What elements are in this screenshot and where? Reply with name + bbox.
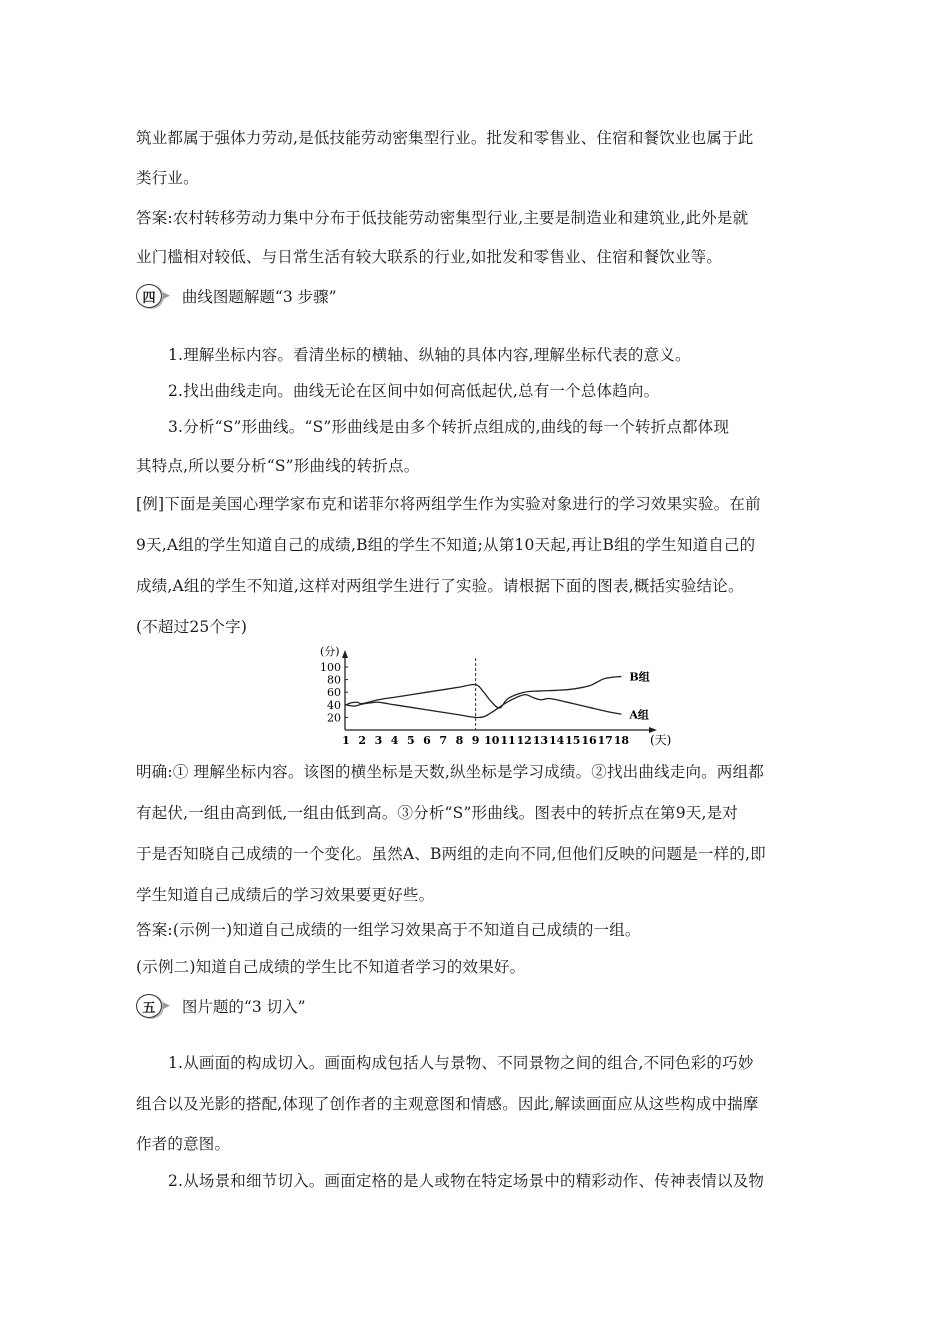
x-tick-label: 16 (581, 734, 597, 747)
step-line: 1.从画面的构成切入。画面构成包括人与景物、不同景物之间的组合,不同色彩的巧妙 (168, 1054, 754, 1072)
explain-line: 于是否知晓自己成绩的一个变化。虽然A、B两组的走向不同,但他们反映的问题是一样的,即 (136, 845, 766, 863)
series-label: A组 (629, 708, 649, 722)
x-tick-label: 10 (484, 734, 500, 747)
step-line: 其特点,所以要分析“S”形曲线的转折点。 (136, 457, 420, 475)
step-line: 组合以及光影的搭配,体现了创作者的主观意图和情感。因此,解读画面应从这些构成中揣摩 (136, 1095, 759, 1113)
x-tick-label: 5 (406, 734, 415, 747)
explain-line: 有起伏,一组由高到低,一组由低到高。③分析“S”形曲线。图表中的转折点在第9天,是对 (136, 804, 739, 822)
x-tick-label: 17 (597, 734, 613, 747)
step-line: 作者的意图。 (136, 1135, 231, 1153)
step-line: 2.从场景和细节切入。画面定格的是人或物在特定场景中的精彩动作、传神表情以及物 (168, 1172, 765, 1190)
x-tick-label: 11 (500, 734, 516, 747)
x-tick-label: 8 (455, 734, 464, 747)
x-tick-label: 2 (358, 734, 367, 747)
y-tick-label: 40 (327, 698, 341, 712)
y-tick-label: 20 (327, 711, 341, 725)
y-tick-label: 100 (320, 661, 341, 674)
x-tick-label: 9 (471, 734, 480, 747)
x-tick-label: 7 (439, 734, 448, 747)
series-label: B组 (629, 670, 650, 684)
x-tick-label: 6 (423, 734, 431, 747)
section-title: 曲线图题解题“3 步骤” (181, 288, 337, 306)
step-line: 2.找出曲线走向。曲线无论在区间中如何高低起伏,总有一个总体趋向。 (168, 382, 660, 400)
step-line: 3.分析“S”形曲线。“S”形曲线是由多个转折点组成的,曲线的每一个转折点都体现 (168, 418, 730, 436)
example-line: [例]下面是美国心理学家布克和诺菲尔将两组学生作为实验对象进行的学习效果实验。在前 (136, 495, 761, 513)
answer-line: 答案:农村转移劳动力集中分布于低技能劳动密集型行业,主要是制造业和建筑业,此外是就 (136, 209, 749, 227)
y-tick-label: 80 (327, 673, 341, 687)
section-number-badge: 四 (136, 284, 162, 308)
section-heading-4 (136, 284, 337, 308)
x-axis-label: (天) (650, 733, 672, 747)
answer-line: 业门槛相对较低、与日常生活有较大联系的行业,如批发和零售业、住宿和餐饮业等。 (136, 248, 723, 266)
y-axis-label: (分) (320, 645, 340, 658)
y-axis-arrow-icon (342, 650, 348, 658)
x-tick-label: 4 (390, 734, 399, 747)
arrow-icon: ▶ (163, 1001, 170, 1011)
x-tick-label: 15 (565, 734, 581, 747)
step-line: 1.理解坐标内容。看清坐标的横轴、纵轴的具体内容,理解坐标代表的意义。 (168, 346, 691, 364)
paragraph-line: 类行业。 (136, 169, 199, 187)
x-tick-label: 3 (374, 734, 383, 747)
learning-effect-chart (310, 640, 680, 750)
explain-line: 学生知道自己成绩后的学习效果要更好些。 (136, 886, 435, 904)
example-line: 9天,A组的学生知道自己的成绩,B组的学生不知道;从第10天起,再让B组的学生知道自己的 (136, 536, 756, 554)
answer-line: 答案:(示例一)知道自己成绩的一组学习效果高于不知道自己成绩的一组。 (136, 921, 641, 939)
explain-line: 明确:① 理解坐标内容。该图的横坐标是天数,纵坐标是学习成绩。②找出曲线走向。两组都 (136, 763, 764, 781)
example-line: (不超过25个字) (136, 618, 248, 636)
x-tick-label: 12 (516, 734, 532, 747)
answer-line: (示例二)知道自己成绩的学生比不知道者学习的效果好。 (136, 958, 526, 976)
y-tick-label: 60 (327, 686, 341, 700)
x-tick-label: 13 (532, 734, 549, 747)
x-tick-label: 1 (342, 734, 350, 747)
example-line: 成绩,A组的学生不知道,这样对两组学生进行了实验。请根据下面的图表,概括实验结论。 (136, 577, 744, 595)
x-tick-label: 18 (613, 734, 630, 747)
arrow-icon: ▶ (163, 291, 170, 301)
x-tick-label: 14 (548, 734, 565, 747)
section-title: 图片题的“3 切入” (181, 998, 306, 1016)
section-number-badge: 五 (136, 994, 162, 1018)
section-heading-5 (136, 994, 306, 1018)
paragraph-line: 筑业都属于强体力劳动,是低技能劳动密集型行业。批发和零售业、住宿和餐饮业也属于此 (136, 129, 754, 147)
